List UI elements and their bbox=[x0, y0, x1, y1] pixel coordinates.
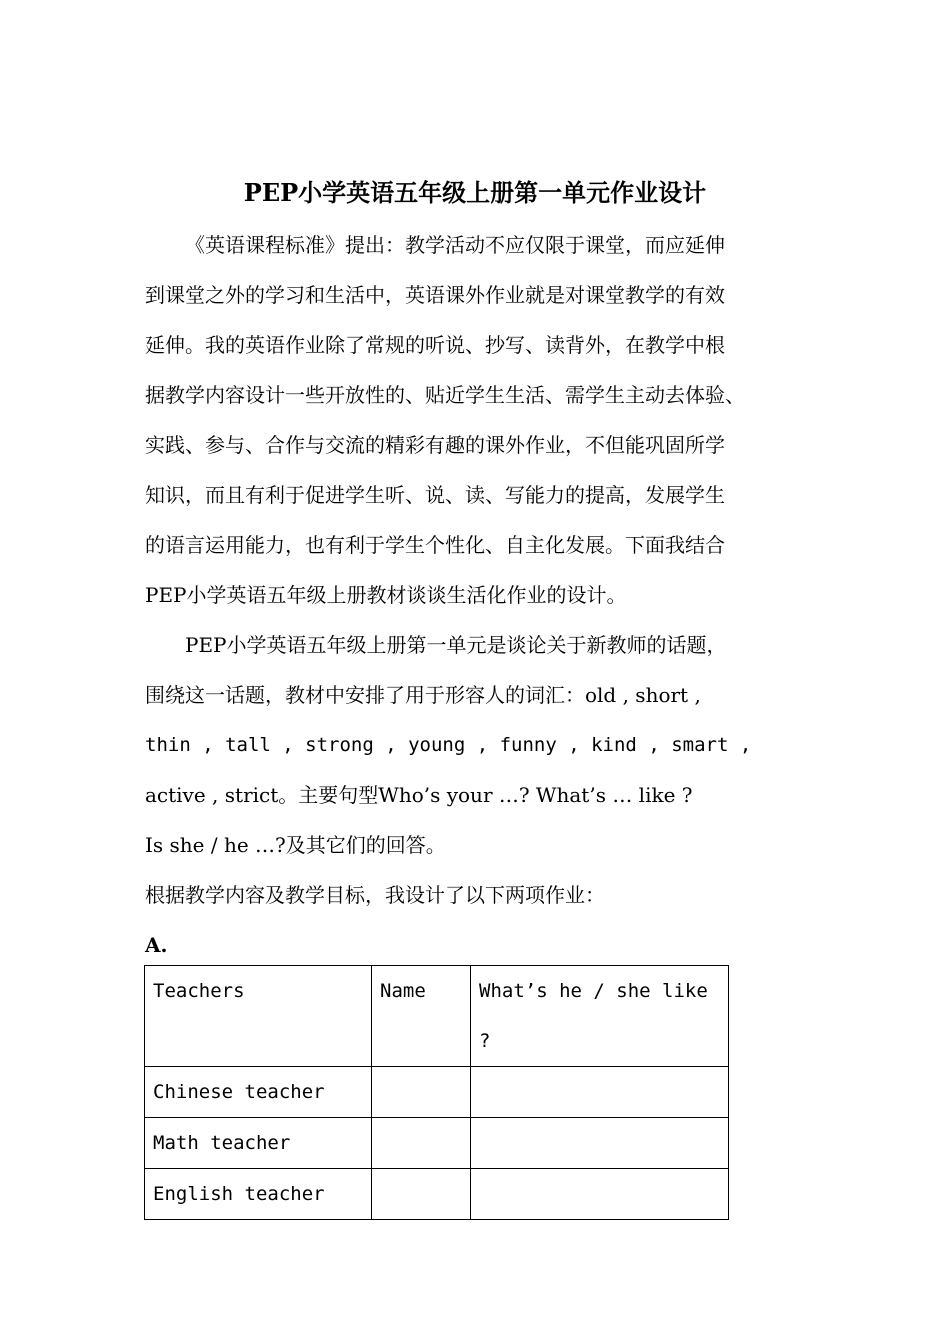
table-cell bbox=[372, 1118, 471, 1169]
table-cell: Chinese teacher bbox=[145, 1067, 372, 1118]
paragraph1-line: 实践、参与、合作与交流的精彩有趣的课外作业，不但能巩固所学 bbox=[145, 433, 725, 457]
paragraph1-line: 《英语课程标准》提出：教学活动不应仅限于课堂，而应延伸 bbox=[185, 233, 725, 257]
table-cell bbox=[372, 1169, 471, 1220]
paragraph1-line: 据教学内容设计一些开放性的、贴近学生生活、需学生主动去体验、 bbox=[145, 383, 745, 407]
table-row bbox=[145, 1067, 729, 1118]
paragraph1-line: 的语言运用能力，也有利于学生个性化、自主化发展。下面我结合 bbox=[145, 533, 725, 557]
paragraph2-line: PEP小学英语五年级上册第一单元是谈论关于新教师的话题， bbox=[185, 633, 727, 657]
table-header-cell: Teachers bbox=[145, 966, 372, 1067]
table-cell bbox=[471, 1067, 729, 1118]
paragraph1-line: PEP小学英语五年级上册教材谈谈生活化作业的设计。 bbox=[145, 583, 627, 607]
paragraph3: 根据教学内容及教学目标，我设计了以下两项作业： bbox=[145, 883, 605, 907]
paragraph2-line: 围绕这一话题，教材中安排了用于形容人的词汇：old , short , bbox=[145, 683, 701, 707]
table-row bbox=[145, 1169, 729, 1220]
paragraph1-line: 到课堂之外的学习和生活中，英语课外作业就是对课堂教学的有效 bbox=[145, 283, 725, 307]
table-header-row bbox=[145, 966, 729, 1067]
section-a-label: A. bbox=[145, 933, 168, 957]
paragraph2-line: Is she / he …?及其它们的回答。 bbox=[145, 833, 446, 857]
table-cell bbox=[471, 1118, 729, 1169]
document-title: PEP小学英语五年级上册第一单元作业设计 bbox=[243, 178, 707, 207]
table-cell: Math teacher bbox=[145, 1118, 372, 1169]
table-cell: English teacher bbox=[145, 1169, 372, 1220]
table-cell bbox=[372, 1067, 471, 1118]
table-header-cell: Name bbox=[372, 966, 471, 1067]
homework-table bbox=[144, 965, 729, 1220]
paragraph2-line: active , strict。主要句型Who’s your …? What’s … like ? bbox=[145, 783, 693, 807]
table-header-cell: What’s he / she like ? bbox=[471, 966, 729, 1067]
table-cell bbox=[471, 1169, 729, 1220]
table-row bbox=[145, 1118, 729, 1169]
paragraph1-line: 知识，而且有利于促进学生听、说、读、写能力的提高，发展学生 bbox=[145, 483, 725, 507]
paragraph2-line: thin , tall , strong , young , funny , kind , smart , bbox=[145, 734, 752, 756]
paragraph1-line: 延伸。我的英语作业除了常规的听说、抄写、读背外，在教学中根 bbox=[145, 333, 725, 357]
